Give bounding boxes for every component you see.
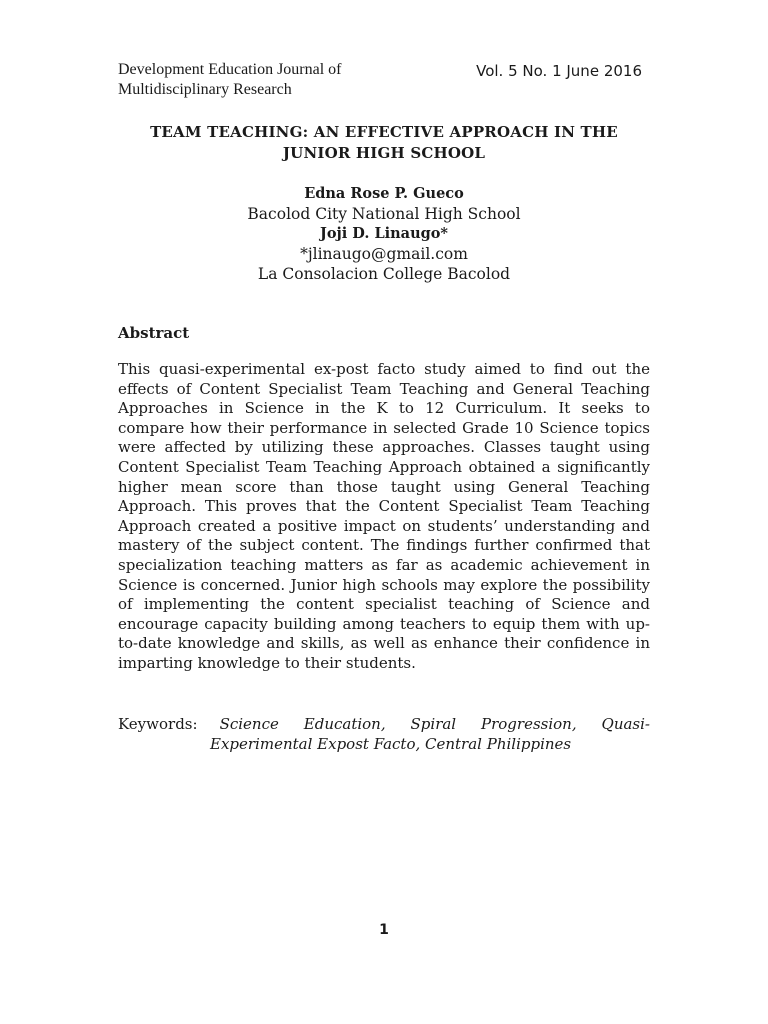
author2-email: *jlinaugo@gmail.com (300, 245, 468, 263)
author1-name: Edna Rose P. Gueco (304, 185, 464, 202)
paper-title-line1: TEAM TEACHING: AN EFFECTIVE APPROACH IN THE (150, 123, 618, 141)
author2-name: Joji D. Linaugo* (319, 225, 449, 242)
paper-title-line2: JUNIOR HIGH SCHOOL (282, 144, 486, 162)
keywords-line2: Experimental Expost Facto, Central Philippines (210, 735, 572, 753)
keywords-block (118, 714, 650, 754)
keywords-label: Keywords: (118, 715, 198, 733)
abstract-heading: Abstract (118, 324, 190, 342)
author1-affiliation: Bacolod City National High School (247, 205, 521, 223)
journal-name-line2: Multidisciplinary Research (118, 81, 292, 98)
journal-name-line1: Development Education Journal of (118, 61, 342, 78)
journal-name (118, 60, 342, 100)
page-number: 1 (379, 922, 389, 938)
volume-issue: Vol. 5 No. 1 June 2016 (476, 62, 642, 80)
abstract-text: This quasi-experimental ex-post facto study aimed to find out the effects of Content Specialist Team Teaching and General Teaching Approaches in Science in the K to 12 Curriculum. It seeks to compare how their performance in selected Grade 10 Science topics were affected by utilizing these approaches. Classes taught using Content Specialist Team Teaching Approach obtained a significantly higher mean score than those taught using General Teaching Approach. This proves that the Content Specialist Team Teaching Approach created a positive impact on students’ understanding and mastery of the subject content. The findings further confirmed that specialization teaching matters as far as academic achievement in Science is concerned. Junior high schools may explore the possibility of implementing the content specialist teaching of Science and encourage capacity building among teachers to equip them with up-to-date knowledge and skills, as well as enhance their confidence in imparting knowledge to their students. (118, 360, 650, 672)
author2-affiliation: La Consolacion College Bacolod (257, 265, 511, 283)
keywords-line1: Science Education, Spiral Progression, Quasi- (219, 715, 650, 733)
paper-title (118, 122, 650, 164)
author-block (118, 184, 650, 284)
